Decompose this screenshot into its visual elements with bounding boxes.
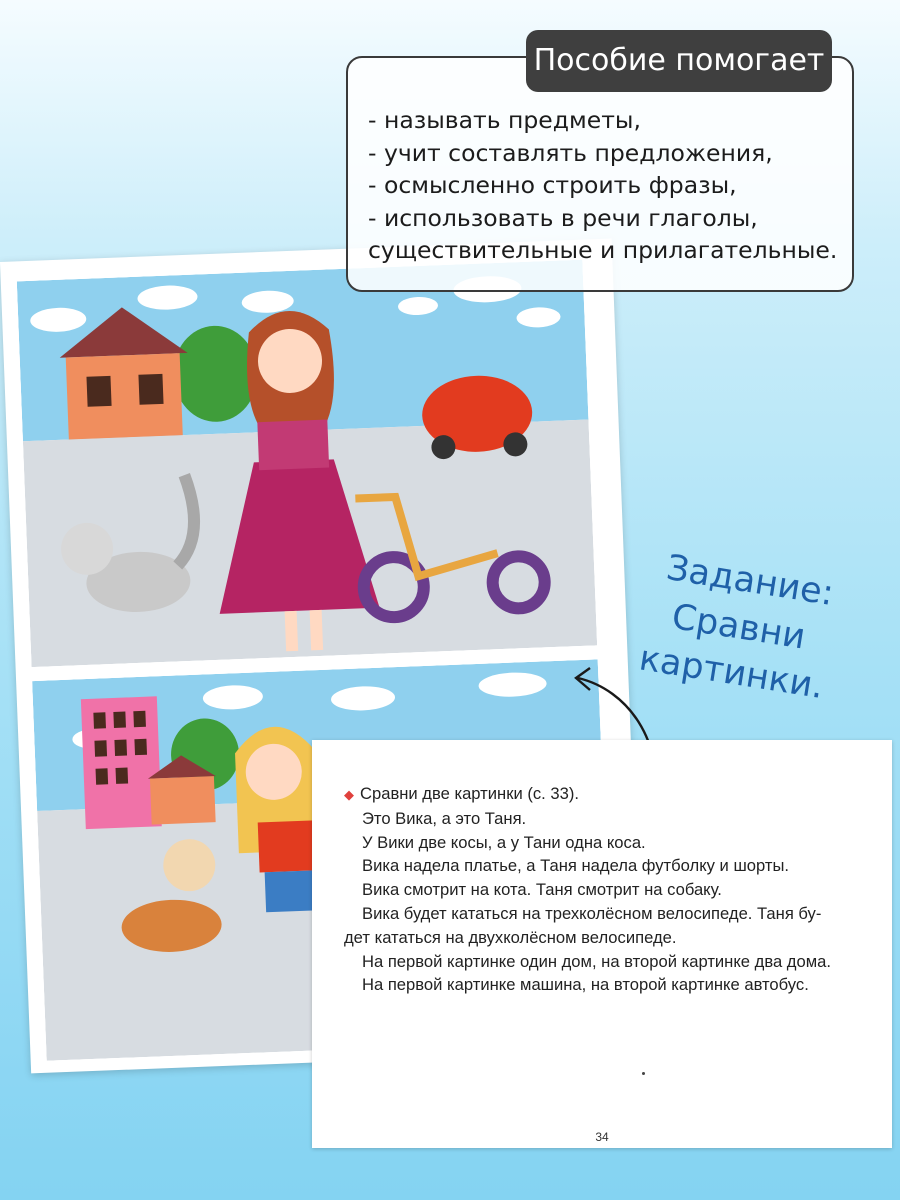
info-item: существительные и прилагательные.	[368, 236, 838, 264]
exercise-line: дет кататься на двухколёсном велосипеде.	[344, 927, 677, 947]
exercise-text	[340, 782, 831, 997]
exercise-line: На первой картинке один дом, на второй картинке два дома.	[362, 951, 831, 971]
info-item: - учит составлять предложения,	[368, 138, 773, 167]
task-title: Задание:	[663, 548, 837, 614]
info-item: - называть предметы,	[368, 106, 641, 134]
illustration-girl-with-cat	[17, 260, 597, 667]
exercise-line: ◆ Сравни две картинки (с. 33).	[344, 784, 579, 803]
exercise-line: Это Вика, а это Таня.	[362, 808, 527, 828]
stray-dot	[642, 1072, 645, 1075]
exercise-line: Вика надела платье, а Таня надела футболку и шорты.	[362, 856, 789, 876]
exercise-line: У Вики две косы, а у Тани одна коса.	[362, 832, 646, 852]
exercise-line: На первой картинке машина, на второй картинке автобус.	[362, 975, 809, 995]
task-text: Сравни картинки.	[636, 597, 827, 708]
info-item: - использовать в речи глаголы,	[368, 203, 758, 232]
info-item: - осмысленно строить фразы,	[368, 171, 737, 199]
page-number: 34	[595, 1130, 609, 1144]
info-title: Пособие помогает	[526, 30, 832, 92]
diamond-bullet-icon: ◆	[344, 787, 354, 802]
info-list	[368, 104, 837, 267]
exercise-line: Вика смотрит на кота. Таня смотрит на собаку.	[362, 880, 722, 900]
exercise-line: Вика будет кататься на трехколёсном велосипеде. Таня бу-	[362, 903, 822, 923]
